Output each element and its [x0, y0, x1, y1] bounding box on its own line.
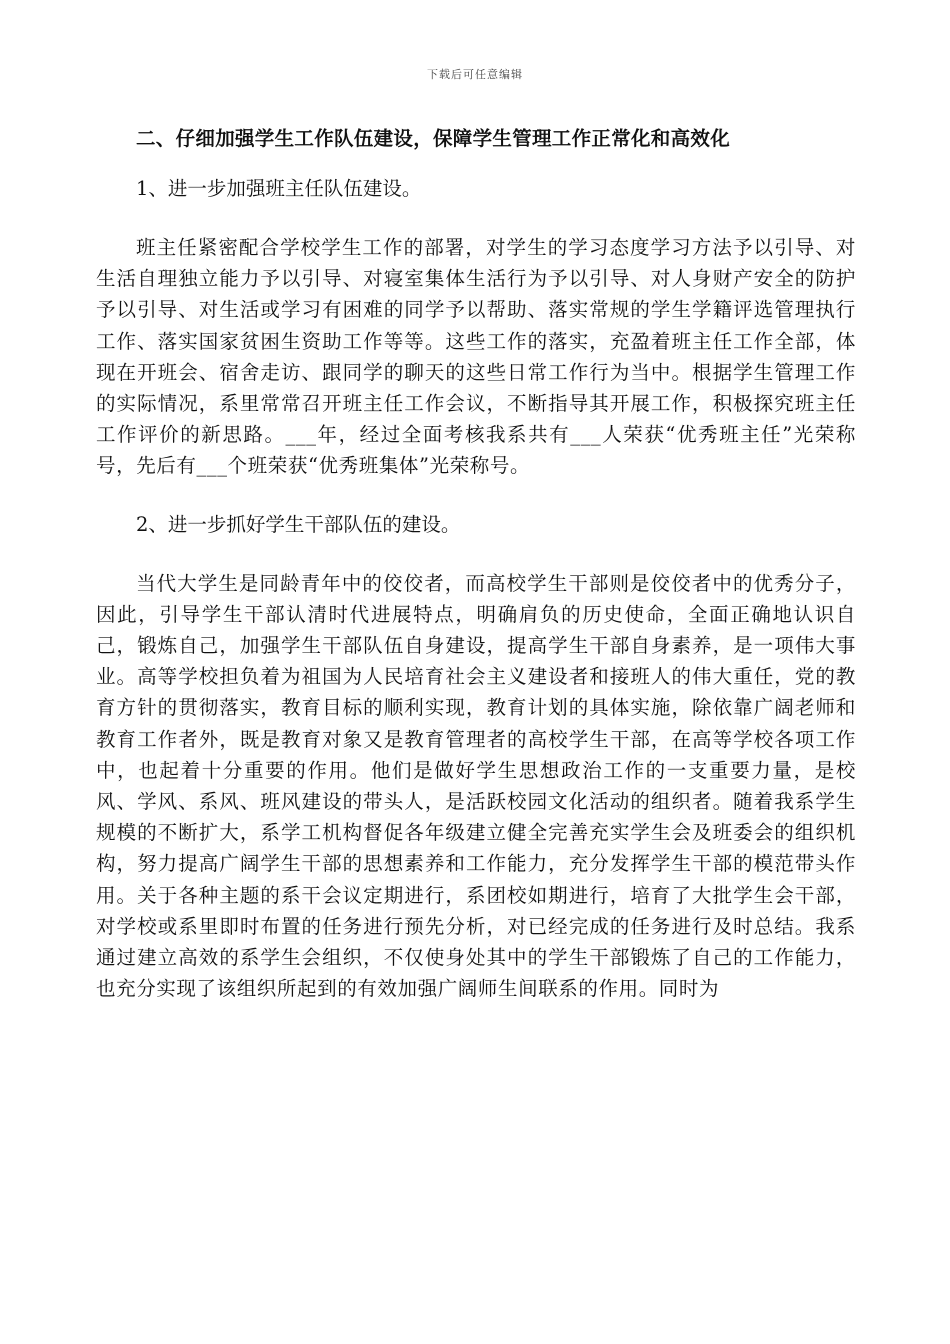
- item1-paragraph: 班主任紧密配合学校学生工作的部署，对学生的学习态度学习方法予以引导、对生活自理独立能力予以引导、对寝室集体生活行为予以引导、对人身财产安全的防护予以引导、对生活或学习有困难的同学予以帮助、落实常规的学生学籍评选管理执行工作、落实国家贫困生资助工作等等。这些工作的落实，充盈着班主任工作全部，体现在开班会、宿舍走访、跟同学的聊天的这些日常工作行为当中。根据学生管理工作的实际情况，系里常常召开班主任工作会议，不断指导其开展工作，积极探究班主任工作评价的新思路。___年，经过全面考核我系共有___人荣获“优秀班主任”光荣称号，先后有___个班荣获“优秀班集体”光荣称号。: [96, 236, 856, 478]
- item2-paragraph: 当代大学生是同龄青年中的佼佼者，而高校学生干部则是佼佼者中的优秀分子，因此，引导学生干部认清时代进展特点，明确肩负的历史使命，全面正确地认识自己，锻炼自己，加强学生干部队伍自身建设，提高学生干部自身素养，是一项伟大事业。高等学校担负着为祖国为人民培育社会主义建设者和接班人的伟大重任，党的教育方针的贯彻落实，教育目标的顺利实现，教育计划的具体实施，除依靠广阔老师和教育工作者外，既是教育对象又是教育管理者的高校学生干部，在高等学校各项工作中，也起着十分重要的作用。他们是做好学生思想政治工作的一支重要力量，是校风、学风、系风、班风建设的带头人，是活跃校园文化活动的组织者。随着我系学生规模的不断扩大，系学工机构督促各年级建立健全完善充实学生会及班委会的组织机构，努力提高广阔学生干部的思想素养和工作能力，充分发挥学生干部的模范带头作用。关于各种主题的系干会议定期进行，系团校如期进行，培育了大批学生会干部，对学校或系里即时布置的任务进行预先分析，对已经完成的任务进行及时总结。我系通过建立高效的系学生会组织，不仅使身处其中的学生干部锻炼了自己的工作能力，也充分实现了该组织所起到的有效加强广阔师生间联系的作用。同时为: [96, 571, 856, 1001]
- document-body: [96, 120, 856, 1030]
- item1-heading: 1、进一步加强班主任队伍建设。: [136, 177, 422, 200]
- header-note: 下载后可任意编辑: [427, 68, 523, 81]
- item2-heading: 2、进一步抓好学生干部队伍的建设。: [136, 512, 461, 536]
- section-title: 二、仔细加强学生工作队伍建设，保障学生管理工作正常化和高效化: [136, 127, 731, 150]
